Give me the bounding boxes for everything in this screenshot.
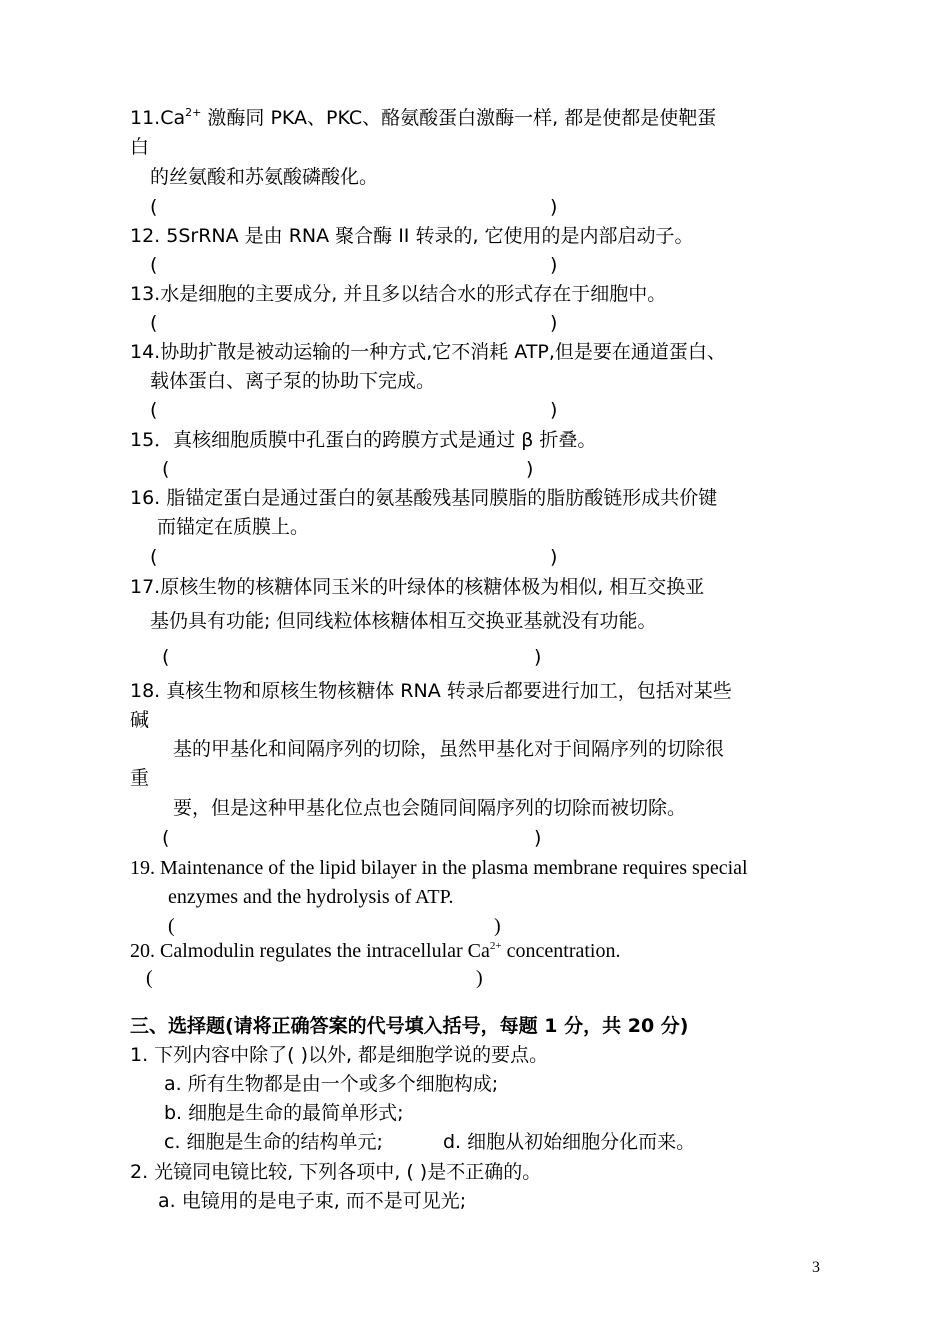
answer-paren-open-12[interactable]: ( [150, 254, 158, 276]
question-12: 12. 5SrRNA 是由 RNA 聚合酶 II 转录的, 它使用的是内部启动子。 [130, 225, 694, 247]
answer-paren-close-19[interactable]: ) [494, 915, 501, 937]
q20-superscript: 2+ [489, 940, 502, 952]
answer-paren-open-18[interactable]: ( [162, 827, 170, 849]
answer-paren-close-15[interactable]: ) [526, 458, 534, 480]
question-18-line-3: 基的甲基化和间隔序列的切除，虽然甲基化对于间隔序列的切除很 [173, 738, 725, 760]
question-19-line-2: enzymes and the hydrolysis of ATP. [168, 886, 454, 908]
q11-superscript: 2+ [185, 106, 202, 119]
answer-paren-open-15[interactable]: ( [162, 458, 170, 480]
question-15: 15．真核细胞质膜中孔蛋白的跨膜方式是通过 β 折叠。 [130, 429, 597, 451]
mc-question-1-stem: 1. 下列内容中除了( )以外, 都是细胞学说的要点。 [130, 1044, 549, 1066]
question-18-line-1: 18. 真核生物和原核生物核糖体 RNA 转录后都要进行加工，包括对某些 [130, 680, 732, 702]
answer-paren-close-16[interactable]: ) [550, 546, 558, 568]
answer-paren-close-11[interactable]: ) [550, 196, 558, 218]
mc-question-1-option-d[interactable]: d. 细胞从初始细胞分化而来。 [443, 1131, 696, 1153]
question-17-line-2: 基仍具有功能; 但同线粒体核糖体相互交换亚基就没有功能。 [150, 610, 657, 632]
question-18-line-5: 要，但是这种甲基化位点也会随同间隔序列的切除而被切除。 [173, 797, 687, 819]
question-18-line-2: 碱 [130, 709, 150, 731]
question-18-line-4: 重 [130, 767, 150, 789]
question-19-line-1: 19. Maintenance of the lipid bilayer in the plasma membrane requires special [130, 857, 748, 879]
question-16-line-1: 16. 脂锚定蛋白是通过蛋白的氨基酸残基同膜脂的脂肪酸链形成共价键 [130, 487, 718, 509]
question-11-line-1 [130, 106, 716, 133]
section-3-heading: 三、选择题(请将正确答案的代号填入括号，每题 1 分，共 20 分) [130, 1015, 689, 1037]
answer-paren-close-18[interactable]: ) [534, 827, 542, 849]
q11-text-a: 11.Ca [130, 107, 186, 129]
q20-text-a: 20. Calmodulin regulates the intracellular Ca [130, 940, 490, 962]
answer-paren-close-20[interactable]: ) [476, 967, 483, 989]
question-14-line-2: 载体蛋白、离子泵的协助下完成。 [150, 370, 436, 392]
q20-text-b: concentration. [501, 940, 621, 962]
mc-question-2-option-a[interactable]: a. 电镜用的是电子束, 而不是可见光; [158, 1190, 467, 1212]
question-11-line-3: 的丝氨酸和苏氨酸磷酸化。 [150, 166, 379, 188]
answer-paren-open-14[interactable]: ( [150, 399, 158, 421]
answer-paren-close-13[interactable]: ) [550, 312, 558, 334]
question-17-line-1: 17.原核生物的核糖体同玉米的叶绿体的核糖体极为相似, 相互交换亚 [130, 576, 705, 598]
page-number: 3 [812, 1259, 820, 1276]
answer-paren-close-17[interactable]: ) [534, 646, 542, 668]
answer-paren-open-20[interactable]: ( [146, 967, 153, 989]
answer-paren-open-13[interactable]: ( [150, 312, 158, 334]
mc-question-1-option-a[interactable]: a. 所有生物都是由一个或多个细胞构成; [164, 1073, 499, 1095]
mc-question-2-stem: 2. 光镜同电镜比较, 下列各项中, ( )是不正确的。 [130, 1161, 542, 1183]
answer-paren-open-19[interactable]: ( [168, 915, 175, 937]
answer-paren-open-16[interactable]: ( [150, 546, 158, 568]
q11-text-b: 激酶同 PKA、PKC、酪氨酸蛋白激酶一样, 都是使都是使靶蛋 [201, 107, 717, 129]
answer-paren-close-14[interactable]: ) [550, 399, 558, 421]
question-14-line-1: 14.协助扩散是被动运输的一种方式,它不消耗 ATP,但是要在通道蛋白、 [130, 341, 726, 363]
mc-question-1-option-c[interactable]: c. 细胞是生命的结构单元; [164, 1131, 383, 1153]
question-16-line-2: 而锚定在质膜上。 [157, 516, 310, 538]
question-11-line-2: 白 [130, 136, 150, 158]
answer-paren-open-17[interactable]: ( [162, 646, 170, 668]
question-13: 13.水是细胞的主要成分, 并且多以结合水的形式存在于细胞中。 [130, 283, 667, 305]
answer-paren-open-11[interactable]: ( [150, 196, 158, 218]
mc-question-1-option-b[interactable]: b. 细胞是生命的最简单形式; [164, 1102, 404, 1124]
question-20 [130, 939, 620, 966]
answer-paren-close-12[interactable]: ) [550, 254, 558, 276]
